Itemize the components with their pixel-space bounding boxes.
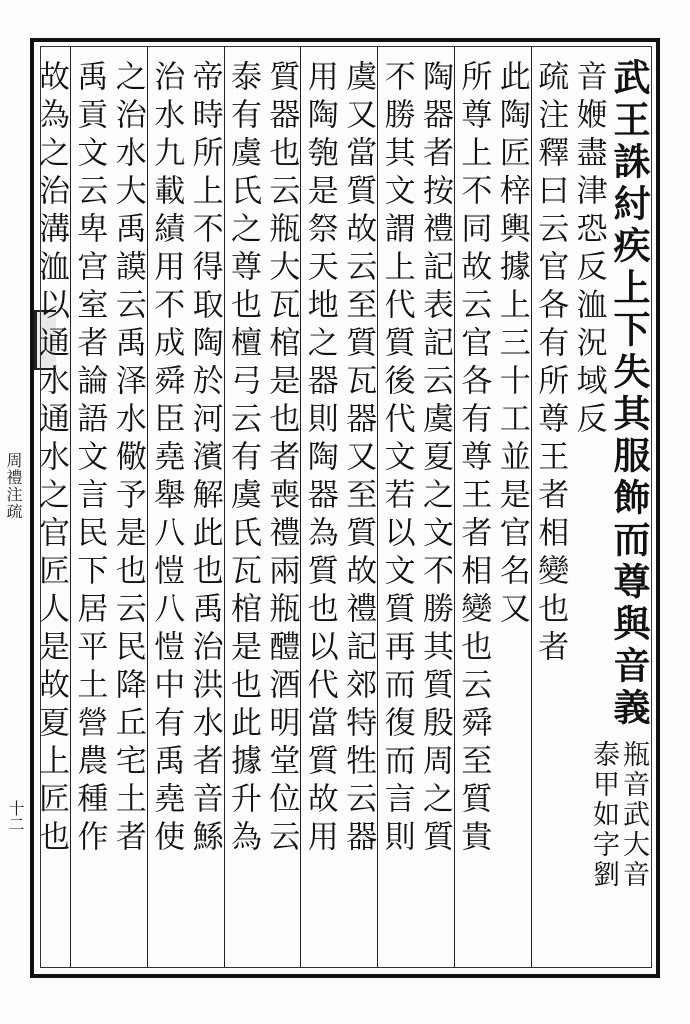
page-number: 十二 — [6, 800, 25, 832]
text-column: 不勝其文謂上代質後代文若以文質再而復而言則 — [378, 60, 415, 858]
text-column: 陶器者按禮記表記云虞夏之文不勝其質殷周之質 — [416, 60, 453, 858]
text-column: 質器也云瓶大瓦棺是也者喪禮兩瓶醴酒明堂位云 — [263, 60, 300, 858]
text-column: 武王誅紂疾上下失其服飾而尊與音義 — [606, 58, 651, 730]
text-column: 用陶匏是祭天地之器則陶器為質也以代當質故用 — [301, 60, 338, 858]
text-column: 帝時所上不得取陶於河濱解此也禹治洪水者音鯀 — [186, 60, 223, 858]
text-column: 音㛹盡津恐反洫況域反 — [570, 60, 607, 440]
text-column: 泰有虞氏之尊也檀弓云有虞氏瓦棺是也此據升為 — [224, 60, 261, 858]
margin-title: 周禮注疏 — [4, 452, 23, 520]
inline-annotation: 瓶音武大音 — [618, 740, 649, 890]
text-column: 虞又當質故云至質瓦器又至質故禮記郊特牲云器 — [340, 60, 377, 858]
text-column: 治水九載績用不成舜臣堯舉八愷八愷中有禹堯使 — [148, 60, 185, 858]
text-column: 疏注釋曰云官各有所尊王者相變也者 — [532, 60, 569, 668]
text-column: 禹貢文云卑宫室者論語文言民下居平土營農種作 — [71, 60, 108, 858]
inline-annotation: 泰甲如字劉 — [588, 740, 619, 890]
text-column: 此陶匠梓輿據上三十工並是官名又 — [493, 60, 530, 630]
text-column: 之治水大禹謨云禹泽水儆予是也云民降丘宅土者 — [109, 60, 146, 858]
text-column: 故為之治溝洫以通水通水之官匠人是故夏上匠也 — [32, 60, 69, 858]
text-column: 所尊上不同故云官各有尊王者相變也云舜至質貴 — [455, 60, 492, 858]
left-margin — [0, 40, 34, 980]
